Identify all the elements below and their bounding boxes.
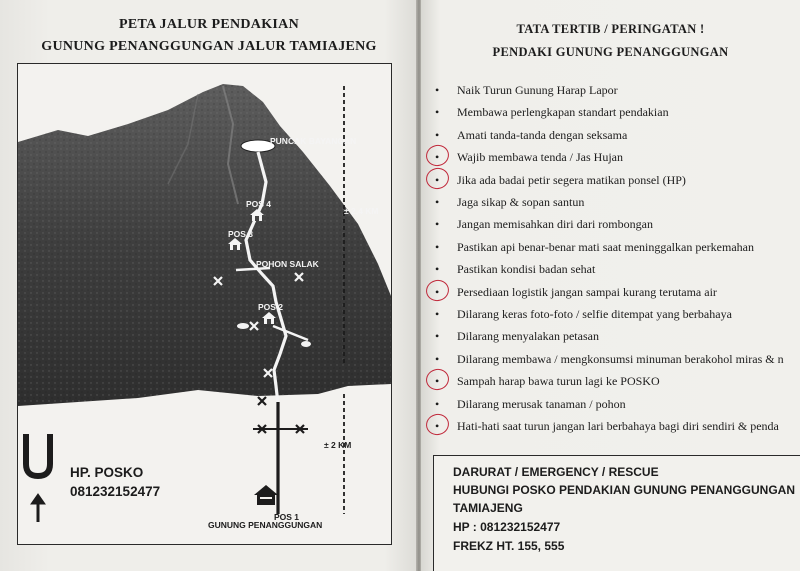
- bullet-icon: •: [435, 217, 440, 232]
- pohon-salak-label: POHON SALAK: [256, 259, 319, 269]
- emergency-line3: TAMIAJENG: [453, 501, 523, 515]
- trail-map: [17, 63, 392, 545]
- bullet-icon: •: [435, 83, 440, 97]
- distance-lower-label: ± 2 KM: [324, 440, 352, 450]
- right-page: [421, 0, 800, 571]
- rule-text: Membawa perlengkapan standart pendakian: [457, 105, 669, 120]
- pos3-label: POS 3: [228, 229, 254, 239]
- bullet-icon: •: [435, 284, 440, 299]
- rule-text: Dilarang keras foto-foto / selfie ditempat yang berbahaya: [457, 307, 732, 321]
- rule-text: Jika ada badai petir segera matikan ponsel (HP): [457, 172, 686, 187]
- posko-label: HP. POSKO: [70, 465, 144, 480]
- map-title: PETA JALUR PENDAKIAN: [119, 17, 299, 32]
- rules-subtitle: PENDAKI GUNUNG PENANGGUNGAN: [492, 45, 729, 59]
- emergency-phone: HP : 081232152477: [453, 520, 561, 534]
- bullet-icon: •: [435, 105, 440, 120]
- north-arrow-icon: [26, 434, 50, 522]
- distance-upper-label: ± 2,4 KM: [344, 206, 379, 216]
- rule-text: Dilarang membawa / mengkonsumsi minuman berakohol miras & n: [457, 351, 784, 366]
- rule-text: Naik Turun Gunung Harap Lapor: [457, 83, 618, 97]
- rules-title: TATA TERTIB / PERINGATAN !: [516, 22, 705, 36]
- rule-text: Sampah harap bawa turun lagi ke POSKO: [457, 374, 660, 389]
- bullet-icon: •: [435, 419, 440, 433]
- bullet-icon: •: [435, 262, 440, 277]
- bullet-icon: •: [435, 396, 440, 411]
- rule-text: Dilarang menyalakan petasan: [457, 329, 599, 344]
- emergency-line1: DARURAT / EMERGENCY / RESCUE: [453, 465, 659, 479]
- rule-text: Hati-hati saat turun jangan lari berbahaya bagi diri sendiri & penda: [457, 419, 779, 433]
- bullet-icon: •: [435, 150, 440, 165]
- rule-text: Jaga sikap & sopan santun: [457, 195, 585, 209]
- rule-text: Persediaan logistik jangan sampai kurang terutama air: [457, 284, 717, 299]
- pos2-label: POS 2: [258, 302, 284, 312]
- emergency-frequency: FREKZ HT. 155, 555: [453, 539, 565, 553]
- bullet-icon: •: [435, 374, 440, 389]
- bullet-icon: •: [435, 329, 440, 344]
- rule-text: Pastikan api benar-benar mati saat meninggalkan perkemahan: [457, 239, 754, 254]
- house-icon-pos1: [254, 485, 278, 505]
- map-subtitle: GUNUNG PENANGGUNGAN JALUR TAMIAJENG: [41, 39, 377, 54]
- annotation-circle-icon: [424, 143, 452, 169]
- rule-text: Amati tanda-tanda dengan seksama: [457, 127, 628, 142]
- annotation-circle-icon: [424, 277, 452, 303]
- rule-text: Dilarang merusak tanaman / pohon: [457, 396, 626, 411]
- bullet-icon: •: [435, 351, 440, 366]
- bullet-icon: •: [435, 127, 440, 142]
- rule-text: Jangan memisahkan diri dari rombongan: [457, 217, 653, 232]
- summit-label: PUNCAK BAYANGAN: [270, 136, 357, 146]
- annotation-circle-icon: [424, 165, 452, 191]
- emergency-line2: HUBUNGI POSKO PENDAKIAN GUNUNG PENANGGUNGAN: [453, 483, 796, 497]
- emergency-box: [433, 455, 800, 571]
- bullet-icon: •: [435, 239, 440, 254]
- annotation-circle-icon: [424, 367, 452, 393]
- pos1-label: POS 1: [274, 512, 300, 522]
- posko-phone: 081232152477: [70, 484, 161, 499]
- annotation-circle-icon: [424, 411, 452, 437]
- bullet-icon: •: [435, 172, 440, 187]
- bullet-icon: •: [435, 307, 440, 321]
- bullet-icon: •: [435, 195, 440, 209]
- cross-marker-icon-dark: [258, 397, 304, 433]
- rule-text: Wajib membawa tenda / Jas Hujan: [457, 150, 623, 165]
- rule-text: Pastikan kondisi badan sehat: [457, 262, 596, 277]
- start-label: GUNUNG PENANGGUNGAN: [208, 520, 323, 530]
- pos4-label: POS 4: [246, 199, 272, 209]
